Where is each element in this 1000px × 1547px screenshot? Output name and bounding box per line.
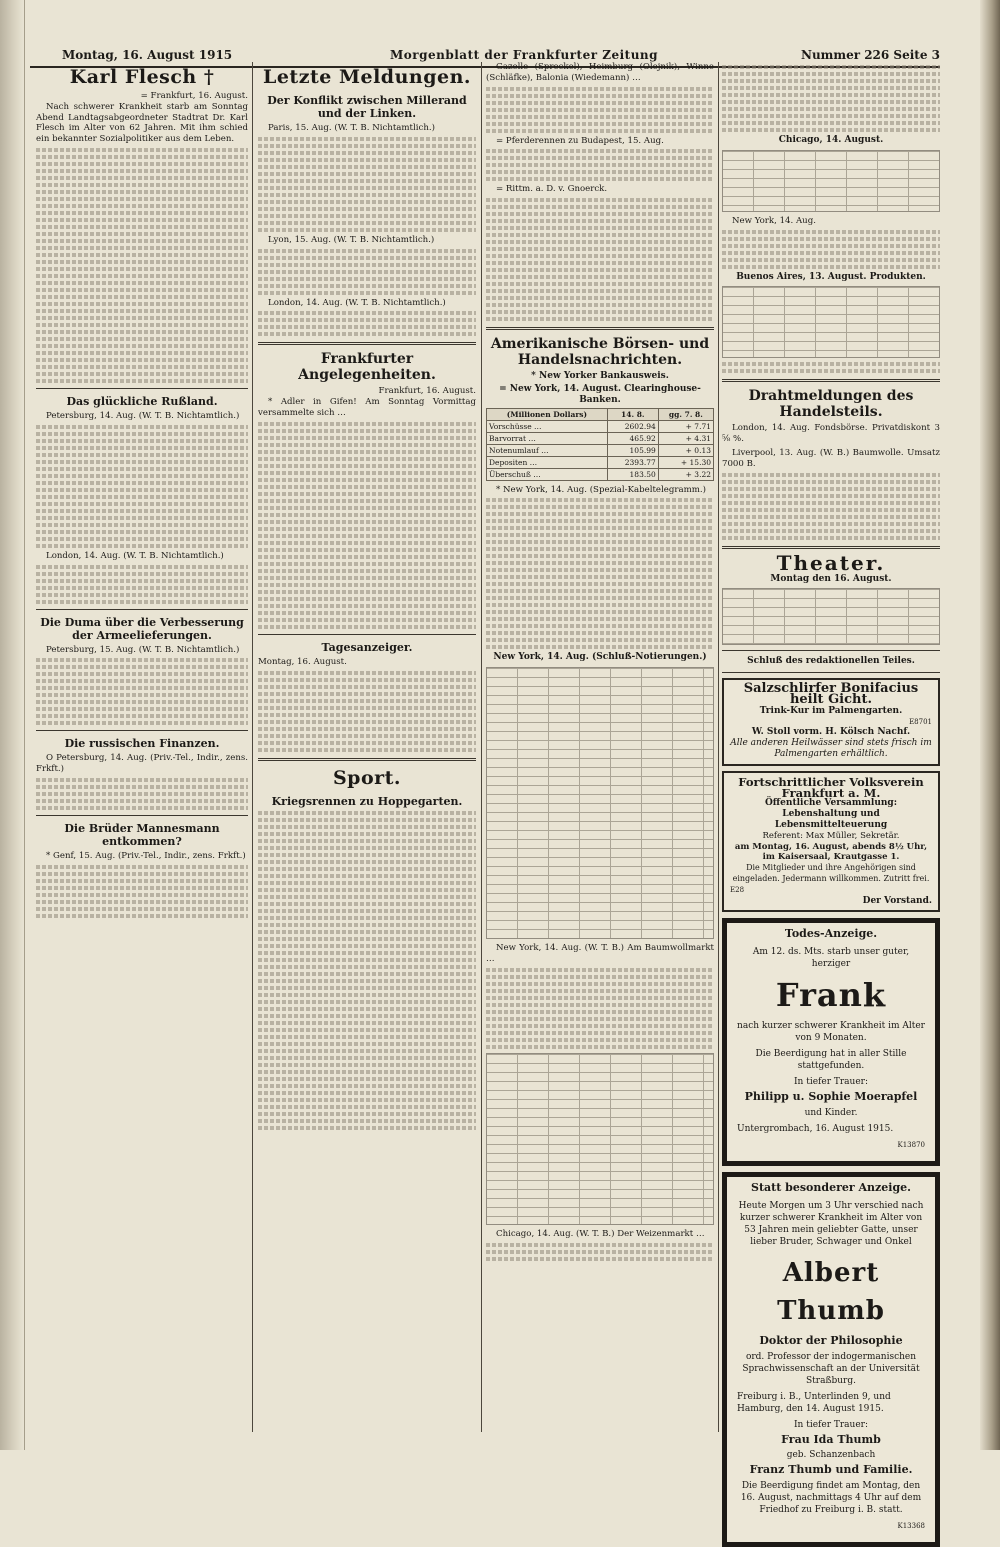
mannesmann-title: Die Brüder Mannesmann entkommen? — [64, 821, 220, 848]
flesch-title: Karl Flesch † — [69, 66, 215, 88]
table-header: gg. 7. 8. — [658, 408, 713, 420]
duma-dateline: Petersburg, 15. Aug. (W. T. B. Nichtamtlich.) — [46, 644, 240, 655]
masthead-issue: Nummer 226 Seite 3 — [800, 48, 940, 62]
theater-title: Theater. — [776, 550, 886, 575]
notice-grief: In tiefer Trauer: — [794, 1419, 868, 1430]
tagesanzeiger-title: Tagesanzeiger. — [321, 640, 413, 654]
notice-cause: nach kurzer schwerer Krankheit im Alter von 9 Monaten. — [737, 1021, 925, 1044]
ad-board: Der Vorstand. — [862, 895, 932, 906]
death-notice-thumb — [722, 1172, 940, 1547]
table-row — [487, 468, 714, 480]
column-rule — [718, 62, 719, 1432]
buenos-title: Buenos Aires, 13. August. Produkten. — [736, 271, 926, 282]
tagesanzeiger-date: Montag, 16. August. — [258, 656, 347, 667]
notice-burial: Die Beerdigung hat in aller Stille stattgefunden. — [755, 1049, 907, 1072]
ad-code: E8701 — [909, 717, 932, 726]
bankausweis-sub: = New York, 14. August. Clearinghouse-Banken. — [499, 383, 701, 405]
table-cell: Barvorrat … — [487, 432, 608, 444]
bonifacius-ad — [722, 678, 940, 766]
quotes-table — [486, 1053, 714, 1225]
table-cell: + 7.71 — [658, 420, 713, 432]
flesch-dateline: = Frankfurt, 16. August. — [140, 91, 248, 101]
schluss-title: New York, 14. Aug. (Schluß-Notierungen.) — [493, 652, 707, 663]
death-notice-frank — [722, 918, 940, 1166]
notice-title2: ord. Professor der indogermanischen Sprachwissenschaft an der Universität Straßburg. — [742, 1351, 920, 1386]
notice-burial: Die Beerdigung findet am Montag, den 16. August, nachmittags 4 Uhr auf dem Friedhof zu Freiburg i. B. statt. — [740, 1481, 922, 1516]
notice-intro: Am 12. ds. Mts. starb unser guter, herziger — [752, 947, 910, 970]
unreadable-text — [486, 968, 714, 1049]
column-1 — [36, 62, 248, 1432]
ad-when: am Montag, 16. August, abends 8½ Uhr, im Kaisersaal, Krautgasse 1. — [734, 841, 928, 863]
angelegenheiten-dateline: Frankfurt, 16. August. — [378, 386, 476, 397]
mannesmann-dateline: * Genf, 15. Aug. (Priv.-Tel., Indir., zens. Frkft.) — [46, 850, 246, 861]
notice-code: K13368 — [897, 1522, 925, 1531]
russland-dateline: Petersburg, 14. Aug. (W. T. B. Nichtamtlich.) — [46, 410, 240, 421]
notice-title1: Doktor der Philosophie — [759, 1333, 903, 1347]
finanzen-title: Die russischen Finanzen. — [64, 737, 220, 751]
unreadable-text — [36, 425, 248, 548]
table-cell: 465.92 — [607, 432, 658, 444]
table-header: (Millionen Dollars) — [487, 408, 608, 420]
notice-name: Albert Thumb — [777, 1257, 885, 1326]
ad-headline: Fortschrittlicher Volksverein Frankfurt a. M. — [738, 774, 924, 800]
column-rule — [252, 62, 253, 1432]
notice-intro: Heute Morgen um 3 Uhr verschied nach kurzer schwerer Krankheit im Alter von 53 Jahren mein geliebter Gatte, unser lieber Bruder, Schwager und Onkel — [738, 1200, 924, 1247]
column-rule — [481, 62, 482, 1432]
table-cell: 183.50 — [607, 468, 658, 480]
bankausweis-table — [486, 408, 714, 481]
letzte-meldungen-title: Letzte Meldungen. — [262, 66, 472, 88]
notice-widow: Frau Ida Thumb — [781, 1432, 881, 1446]
notice-place: Untergrombach, 16. August 1915. — [737, 1123, 894, 1134]
unreadable-text — [722, 362, 940, 373]
table-row — [487, 444, 714, 456]
gnoerck-dateline: = Rittm. a. D. v. Gnoerck. — [496, 184, 608, 195]
ad-headline: Salzschlirfer Bonifacius heilt Gicht. — [743, 681, 919, 707]
masthead-paper: Morgenblatt der Frankfurter Zeitung — [390, 48, 659, 62]
page-edge — [980, 0, 1000, 1450]
london-lead: London, 14. Aug. Fondsbörse. Privatdiskont 3 ⅝ %. — [722, 423, 940, 445]
ad-subline: Trink-Kur im Palmengarten. — [759, 705, 903, 716]
gazelle-lead: Gazelle (Spreckel), Heimburg (Olejnik), Winne (Schläfke), Balonia (Wiedemann) … — [486, 62, 714, 83]
table-row — [487, 456, 714, 468]
unreadable-text — [258, 811, 476, 1130]
unreadable-text — [258, 422, 476, 629]
notice-header: Statt besonderer Anzeige. — [751, 1180, 911, 1194]
notice-family2: und Kinder. — [804, 1107, 858, 1118]
unreadable-text — [258, 671, 476, 752]
ad-topic: Lebenshaltung und Lebensmittelteuerung — [774, 809, 888, 830]
unreadable-text — [36, 658, 248, 725]
table-cell: + 15.30 — [658, 456, 713, 468]
quotes-table — [486, 667, 714, 939]
masthead-date: Montag, 16. August 1915 — [62, 48, 233, 62]
unreadable-text — [722, 230, 940, 269]
table-cell: 2602.94 — [607, 420, 658, 432]
budapest-dateline: = Pferderennen zu Budapest, 15. Aug. — [496, 135, 664, 146]
finanzen-dateline: O Petersburg, 14. Aug. (Priv.-Tel., Indir., zens. Frkft.) — [36, 753, 248, 775]
paris-dateline: Paris, 15. Aug. (W. T. B. Nichtamtlich.) — [268, 123, 435, 133]
notice-header: Todes-Anzeige. — [784, 927, 878, 941]
russland-title: Das glückliche Rußland. — [66, 394, 218, 408]
table-cell: + 4.31 — [658, 432, 713, 444]
london-dateline: London, 14. Aug. (W. T. B. Nichtamtlich.) — [46, 550, 224, 561]
notice-code: K13870 — [897, 1140, 925, 1149]
notice-widow-sub: geb. Schanzenbach — [786, 1450, 876, 1461]
table-cell: + 0.13 — [658, 444, 713, 456]
konflikt-title: Der Konflikt zwischen Millerand und der Linken. — [267, 94, 467, 120]
table-cell: 2393.77 — [607, 456, 658, 468]
adler-lead: * Adler in Gifen! Am Sonntag Vormittag versammelte sich … — [258, 397, 476, 418]
liverpool-lead: Liverpool, 13. Aug. (W. B.) Baumwolle. Umsatz 7000 B. — [722, 447, 940, 469]
newyork1-dateline: * New York, 14. Aug. (Spezial-Kabeltelegramm.) — [496, 484, 706, 495]
notice-family: Philipp u. Sophie Moerapfel — [744, 1090, 918, 1104]
sport-title: Sport. — [332, 766, 402, 789]
unreadable-text — [486, 149, 714, 181]
unreadable-text — [36, 778, 248, 810]
table-cell: Depositen … — [487, 456, 608, 468]
notice-place: Freiburg i. B., Unterlinden 9, und Hamburg, den 14. August 1915. — [737, 1391, 891, 1414]
angelegenheiten-title: Frankfurter Angelegenheiten. — [298, 351, 436, 384]
table-cell: Überschuß … — [487, 468, 608, 480]
london-dateline: London, 14. Aug. (W. T. B. Nichtamtlich.) — [268, 297, 446, 308]
notice-grief: In tiefer Trauer: — [794, 1077, 868, 1088]
theater-date: Montag den 16. August. — [770, 573, 892, 584]
ad-firm: W. Stoll vorm. H. Kölsch Nachf. — [751, 727, 911, 738]
volksverein-ad — [722, 771, 940, 913]
theater-listings — [722, 588, 940, 645]
unreadable-text — [36, 565, 248, 604]
unreadable-text — [258, 137, 476, 232]
ad-code: E28 — [730, 885, 745, 894]
newyork2-dateline: New York, 14. Aug. (W. T. B.) Am Baumwollmarkt … — [486, 943, 714, 964]
notice-family: Franz Thumb und Familie. — [749, 1463, 913, 1477]
table-header: 14. 8. — [607, 408, 658, 420]
notice-name: Frank — [775, 976, 887, 1015]
lyon-dateline: Lyon, 15. Aug. (W. T. B. Nichtamtlich.) — [268, 234, 435, 245]
table-cell: Notenumlauf … — [487, 444, 608, 456]
table-cell: + 3.22 — [658, 468, 713, 480]
column-2 — [258, 62, 476, 1432]
table-row — [487, 420, 714, 432]
unreadable-text — [258, 249, 476, 295]
chicago-lead: Chicago, 14. August. — [778, 135, 884, 145]
quotes-table — [722, 286, 940, 358]
ad-speaker: Referent: Max Müller, Sekretär. — [762, 830, 900, 841]
chicago-dateline: Chicago, 14. Aug. (W. T. B.) Der Weizenmarkt … — [496, 1228, 705, 1239]
quotes-table — [722, 150, 940, 212]
schluss-redaktion: Schluß des redaktionellen Teiles. — [747, 656, 915, 667]
book-binding — [0, 0, 25, 1450]
unreadable-text — [36, 865, 248, 918]
unreadable-text — [36, 148, 248, 383]
kriegsrennen-title: Kriegsrennen zu Hoppegarten. — [271, 794, 463, 808]
duma-title: Die Duma über die Verbesserung der Armeelieferungen. — [40, 615, 244, 642]
unreadable-text — [486, 198, 714, 321]
table-row — [487, 432, 714, 444]
unreadable-text — [486, 1243, 714, 1261]
drahtmeldungen-title: Drahtmeldungen des Handelsteils. — [748, 388, 914, 421]
column-4 — [722, 62, 940, 1531]
newyork-dateline: New York, 14. Aug. — [732, 215, 816, 226]
table-cell: 105.99 — [607, 444, 658, 456]
table-cell: Vorschüsse … — [487, 420, 608, 432]
unreadable-text — [722, 65, 940, 132]
bankausweis-title: * New Yorker Bankausweis. — [531, 371, 669, 382]
ad-invite: Die Mitglieder und ihre Angehörigen sind eingeladen. Jedermann willkommen. Zutritt frei. — [732, 863, 930, 883]
ad-subline: Öffentliche Versammlung: — [764, 798, 898, 809]
unreadable-text — [486, 87, 714, 133]
amerik-title: Amerikanische Börsen- und Handelsnachrichten. — [490, 336, 710, 369]
column-3 — [486, 62, 714, 1432]
unreadable-text — [486, 498, 714, 649]
ad-note: Alle anderen Heilwässer sind stets frisch im Palmengarten erhältlich. — [730, 738, 932, 759]
unreadable-text — [258, 311, 476, 336]
unreadable-text — [722, 473, 940, 540]
flesch-paragraph: Nach schwerer Krankheit starb am Sonntag Abend Landtagsabgeordneter Stadtrat Dr. Karl Flesch im Alter von 62 Jahren. Mit ihm schied ein bekannter Sozialpolitiker aus dem Leben. — [36, 101, 248, 145]
